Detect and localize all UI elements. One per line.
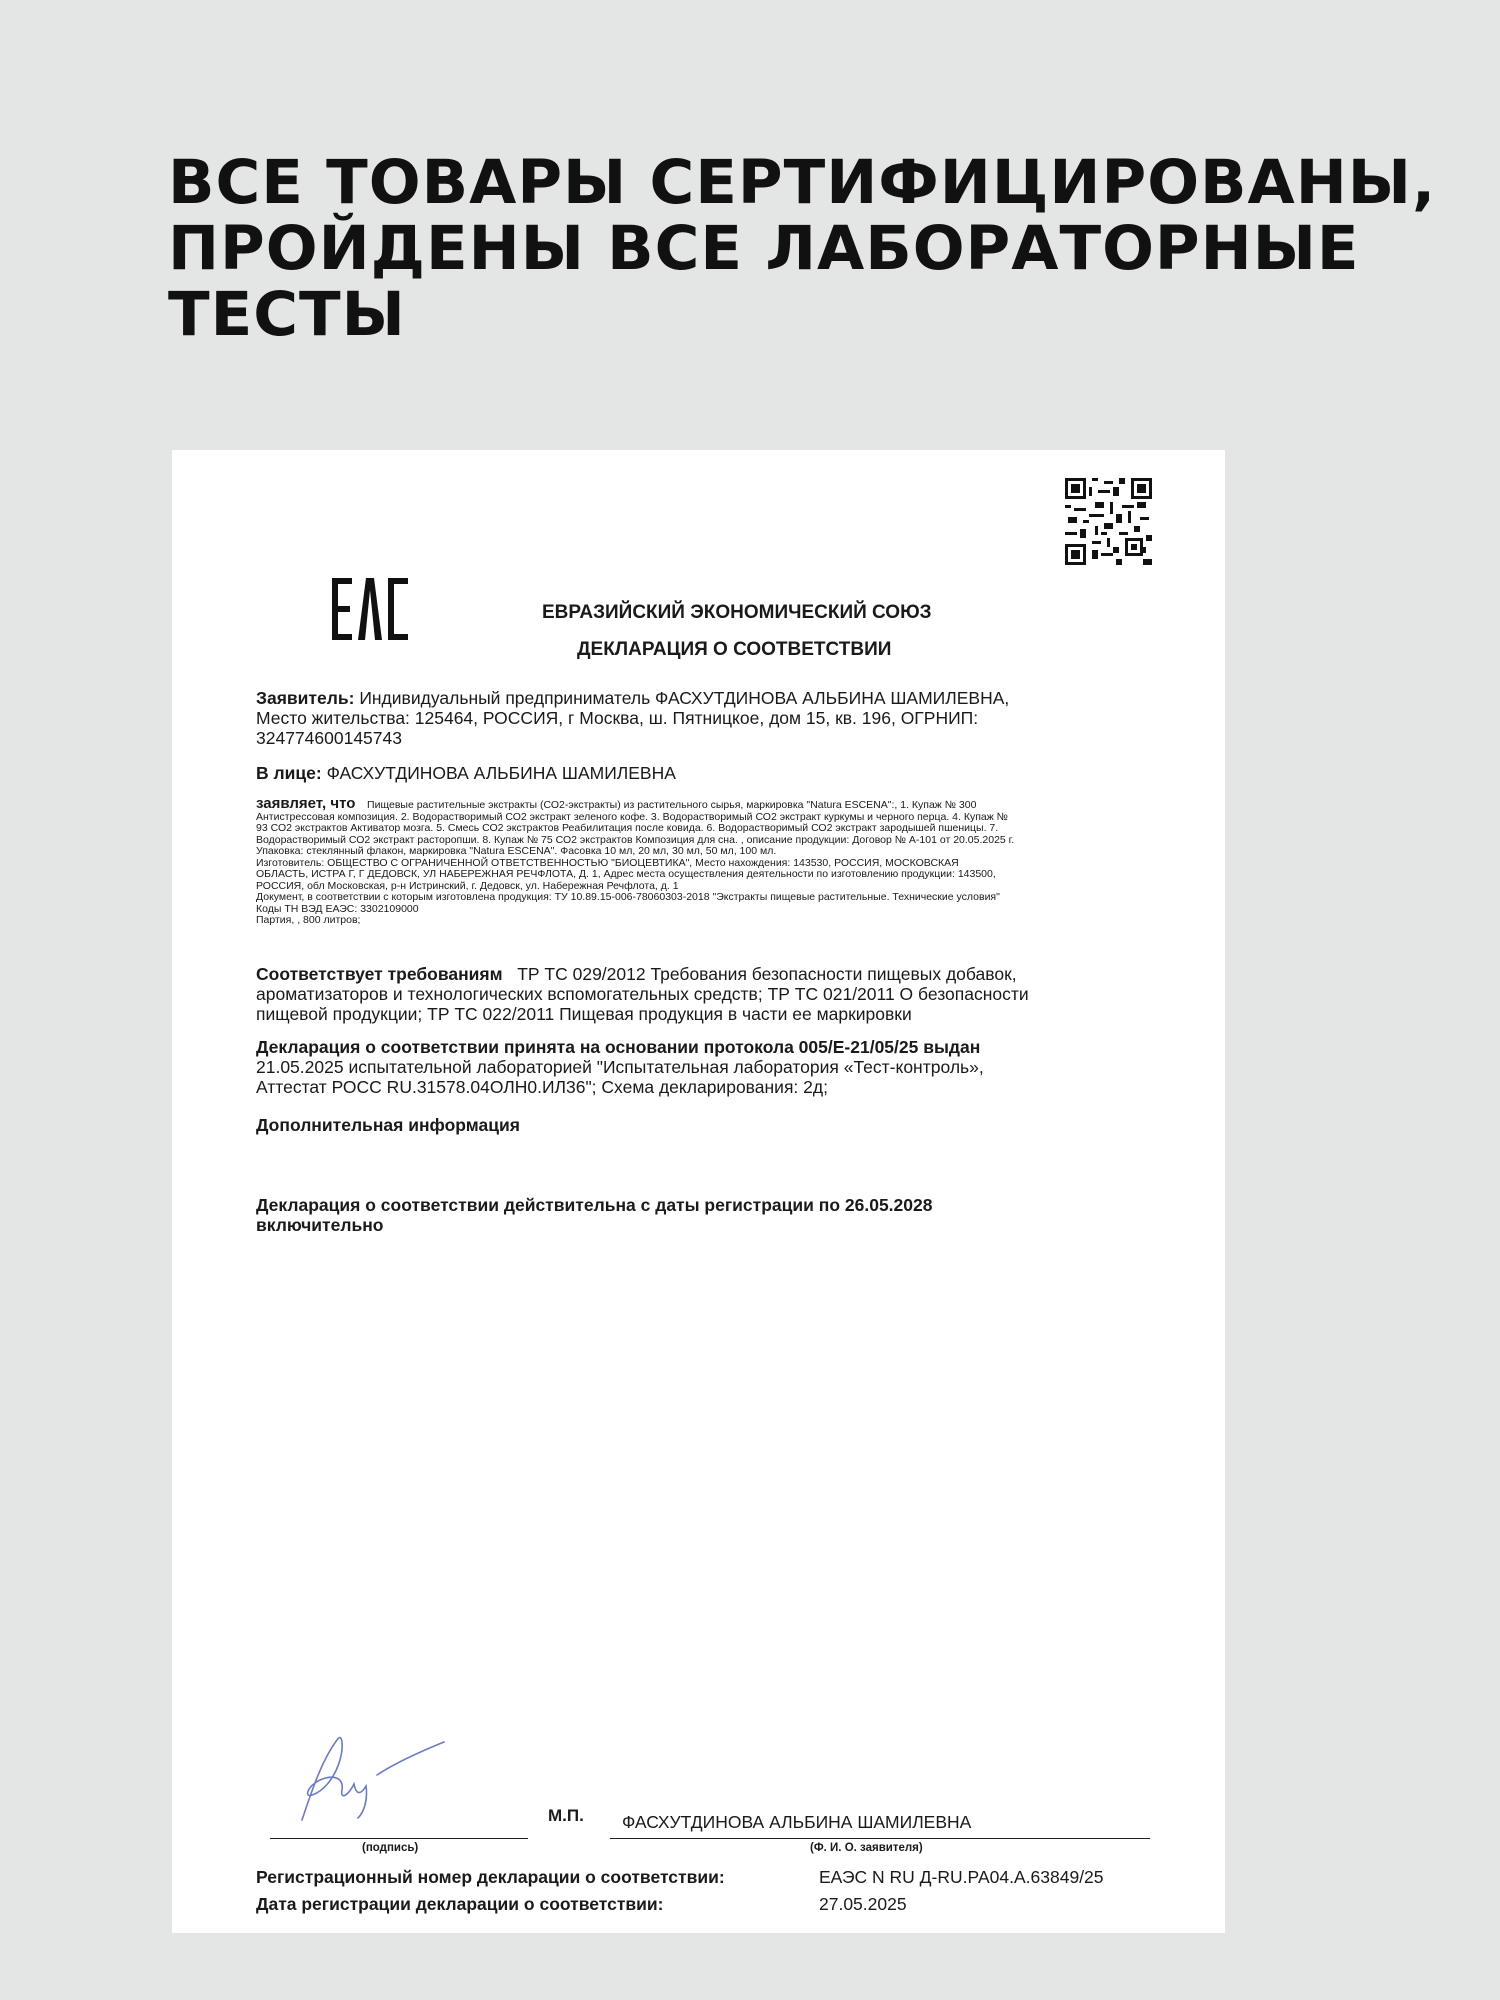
issuing-organization: ЕВРАЗИЙСКИЙ ЭКОНОМИЧЕСКИЙ СОЮЗ [542,602,932,623]
declares-line: Партия, , 800 литров; [256,914,361,926]
registration-number-label: Регистрационный номер декларации о соответствии: [256,1867,725,1887]
applicant-label: Заявитель: [256,688,355,708]
conforms-line: ТР ТС 029/2012 Требования безопасности пищевых добавок, [517,964,1017,984]
declares-line: Документ, в соответствии с которым изготовлена продукция: ТУ 10.89.15-006-78060303-2018 "Экстракты пищевые растительные. Технические условия" [256,891,1000,903]
headline-line: ПРОЙДЕНЫ ВСЕ ЛАБОРАТОРНЫЕ [168,213,1360,284]
represented-value: ФАСХУТДИНОВА АЛЬБИНА ШАМИЛЕВНА [326,763,676,783]
validity-line: включительно [256,1215,384,1235]
headline-line: ВСЕ ТОВАРЫ СЕРТИФИЦИРОВАНЫ, [168,147,1437,218]
qr-code-icon [1065,478,1152,565]
declares-line: 93 СО2 экстрактов Активатор мозга. 5. Смесь СО2 экстрактов Реабилитация после ковида. 6. Водорастворимый СО2 экстракт зародышей пшеницы. 7. [256,822,999,834]
declares-line: Изготовитель: ОБЩЕСТВО С ОГРАНИЧЕННОЙ ОТВЕТСТВЕННОСТЬЮ "БИОЦЕВТИКА", Место нахождения: 143530, РОССИЯ, МОСКОВСКАЯ [256,856,959,869]
validity-section [256,1195,1146,1235]
stamp-placeholder: М.П. [548,1806,584,1825]
page-headline [168,147,1437,350]
declares-line: Антистрессовая композиция. 2. Водорастворимый СО2 экстракт зеленого кофе. 3. Водорастворимый СО2 экстракт куркумы и черного перца. 4. Купаж № [256,810,1008,823]
handwritten-signature [282,1720,452,1830]
declares-line: Водорастворимый СО2 экстракт расторопши. 8. Купаж № 75 СО2 экстрактов Композиция для сна. , описание продукции: Договор № А-101 от 20.05.2025 г. [256,833,1015,846]
declares-section [256,795,1176,927]
signature-line [270,1838,528,1839]
applicant-line: Индивидуальный предприниматель ФАСХУТДИНОВА АЛЬБИНА ШАМИЛЕВНА, [359,688,1010,708]
eac-mark-logo [332,578,408,640]
applicant-line: Место жительства: 125464, РОССИЯ, г Москва, ш. Пятницкое, дом 15, кв. 196, ОГРНИП: [256,708,979,728]
name-line [610,1838,1150,1839]
conforms-section [256,964,1146,1024]
signatory-name: ФАСХУТДИНОВА АЛЬБИНА ШАМИЛЕВНА [622,1812,972,1832]
declares-label: заявляет, что [256,795,356,812]
conforms-line: пищевой продукции; ТР ТС 022/2011 Пищевая продукция в части ее маркировки [256,1004,912,1024]
registration-date-value: 27.05.2025 [819,1894,907,1914]
declares-line: Коды ТН ВЭД ЕАЭС: 3302109000 [256,902,419,915]
name-caption: (Ф. И. О. заявителя) [810,1842,923,1854]
signature-caption: (подпись) [362,1842,419,1854]
registration-number-value: ЕАЭС N RU Д-RU.РА04.А.63849/25 [819,1867,1104,1887]
document-title: ДЕКЛАРАЦИЯ О СООТВЕТСТВИИ [577,639,892,660]
conforms-line: ароматизаторов и технологических вспомогательных средств; ТР ТС 021/2011 О безопасности [256,984,1029,1004]
basis-line: 21.05.2025 испытательной лабораторией "Испытательная лаборатория «Тест-контроль», [256,1057,984,1077]
applicant-section [256,688,1146,748]
basis-line: Аттестат РОСС RU.31578.04ОЛН0.ИЛ36"; Схема декларирования: 2д; [256,1077,828,1097]
validity-line: Декларация о соответствии действительна с даты регистрации по 26.05.2028 [256,1195,933,1215]
declares-line: РОССИЯ, обл Московская, р-н Истринский, г. Дедовск, ул. Набережная Речфлота, д. 1 [256,879,679,892]
declares-line: Пищевые растительные экстракты (СО2-экстракты) из растительного сырья, маркировка "Natura ESCENA":, 1. Купаж № 300 [367,799,977,811]
conforms-label: Соответствует требованиям [256,964,503,984]
represented-label: В лице: [256,763,322,783]
headline-line: ТЕСТЫ [168,279,406,350]
declares-line: ОБЛАСТЬ, ИСТРА Г, Г ДЕДОВСК, УЛ НАБЕРЕЖНАЯ РЕЧФЛОТА, Д. 1, Адрес места осуществления деятельности по изготовлению продукции: 143500, [256,868,996,880]
declares-line: Упаковка: стеклянный флакон, маркировка "Natura ESCENA". Фасовка 10 мл, 20 мл, 30 мл, 50 мл, 100 мл. [256,845,777,857]
basis-section [256,1037,1146,1097]
basis-line: Декларация о соответствии принята на основании протокола 005/Е-21/05/25 выдан [256,1037,981,1057]
applicant-line: 324774600145743 [256,728,402,748]
registration-date-label: Дата регистрации декларации о соответствии: [256,1894,664,1914]
declaration-document [172,450,1225,1933]
represented-section [256,763,1146,783]
additional-info-heading: Дополнительная информация [256,1115,520,1135]
